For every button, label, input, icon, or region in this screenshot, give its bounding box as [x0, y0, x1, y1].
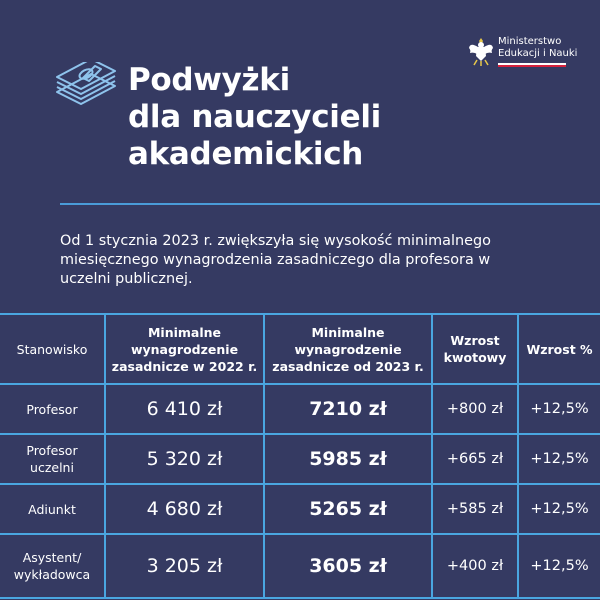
title-line-3: akademickich — [128, 136, 364, 172]
header-salary-2023: Minimalne wynagrodzenie zasadnicze od 2023 r. — [264, 314, 432, 384]
cell-salary-2023: 3605 zł — [264, 534, 432, 598]
cell-position: Profesor uczelni — [0, 434, 105, 484]
cell-salary-2023: 7210 zł — [264, 384, 432, 434]
table-row — [0, 384, 600, 434]
cell-position: Adiunkt — [0, 484, 105, 534]
table-header-row — [0, 314, 600, 384]
cell-salary-2022: 4 680 zł — [105, 484, 264, 534]
cell-increase-amount: +400 zł — [432, 534, 518, 598]
header-increase-amount: Wzrost kwotowy — [432, 314, 518, 384]
money-stack-icon — [55, 62, 117, 106]
cell-position: Asystent/ wykładowca — [0, 534, 105, 598]
cell-salary-2023: 5985 zł — [264, 434, 432, 484]
header-salary-2022: Minimalne wynagrodzenie zasadnicze w 2022 r. — [105, 314, 264, 384]
polish-flag-stripe — [498, 63, 566, 67]
ministry-name-line2: Edukacji i Nauki — [498, 48, 578, 59]
ministry-logo — [468, 36, 593, 72]
cell-increase-amount: +665 zł — [432, 434, 518, 484]
table-row — [0, 534, 600, 598]
cell-increase-percent: +12,5% — [518, 484, 600, 534]
cell-increase-amount: +800 zł — [432, 384, 518, 434]
table-row — [0, 484, 600, 534]
cell-position: Profesor — [0, 384, 105, 434]
cell-salary-2023: 5265 zł — [264, 484, 432, 534]
cell-increase-percent: +12,5% — [518, 434, 600, 484]
cell-salary-2022: 6 410 zł — [105, 384, 264, 434]
table-row — [0, 434, 600, 484]
intro-paragraph: Od 1 stycznia 2023 r. zwiększyła się wysokość minimalnego miesięcznego wynagrodzenia zasadniczego dla profesora w uczelni publicznej. — [60, 233, 491, 287]
header-position: Stanowisko — [0, 314, 105, 384]
header-increase-percent: Wzrost % — [518, 314, 600, 384]
cell-salary-2022: 5 320 zł — [105, 434, 264, 484]
cell-increase-amount: +585 zł — [432, 484, 518, 534]
salary-table — [0, 313, 600, 599]
section-divider — [60, 203, 600, 205]
cell-increase-percent: +12,5% — [518, 534, 600, 598]
polish-eagle-icon — [468, 36, 494, 68]
cell-increase-percent: +12,5% — [518, 384, 600, 434]
page-title — [128, 62, 381, 173]
cell-salary-2022: 3 205 zł — [105, 534, 264, 598]
title-line-1: Podwyżki — [128, 62, 290, 98]
ministry-name-line1: Ministerstwo — [498, 36, 562, 47]
title-line-2: dla nauczycieli — [128, 99, 381, 135]
